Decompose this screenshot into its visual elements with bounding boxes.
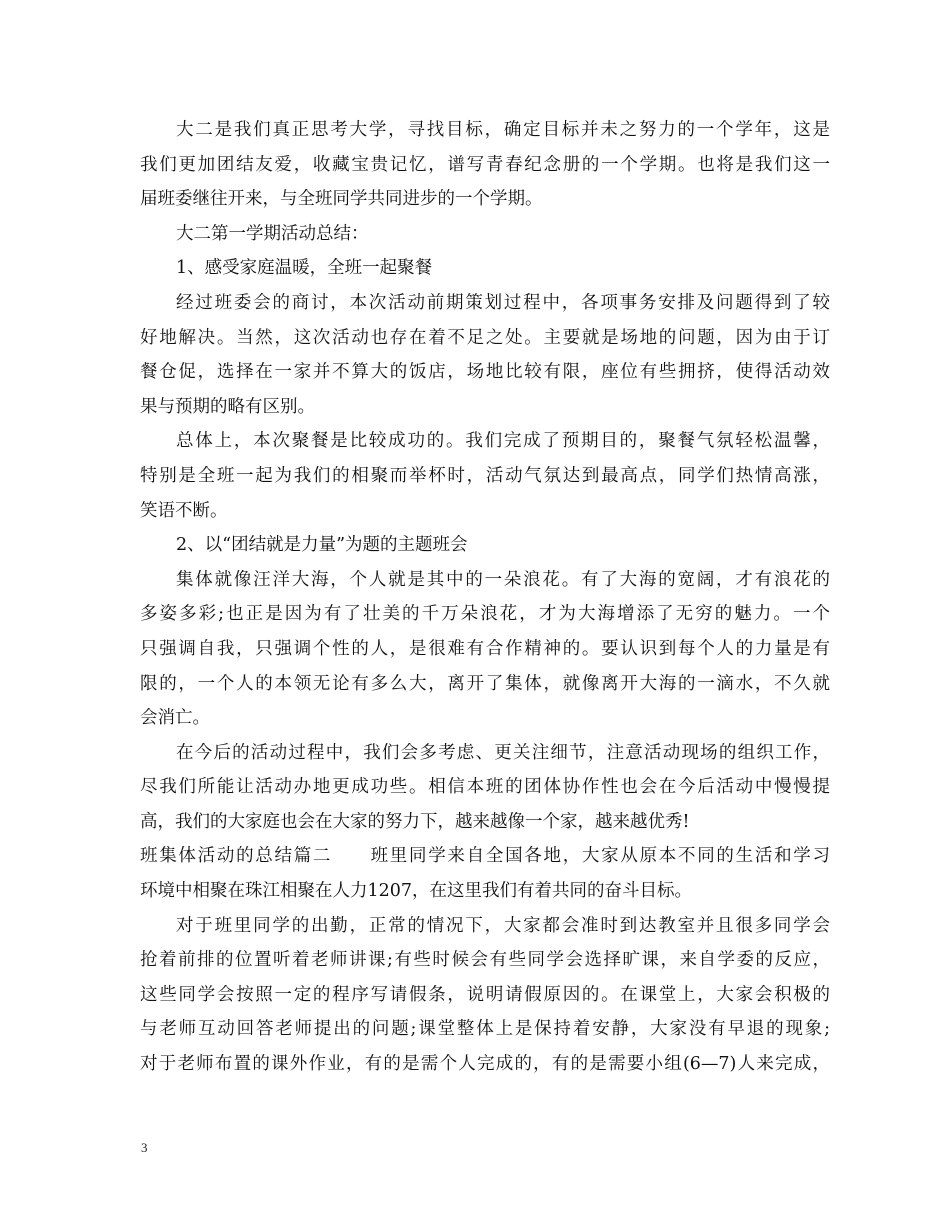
- text-line: 餐仓促，选择在一家并不算大的饭店，场地比较有限，座位有些拥挤，使得活动效: [140, 362, 830, 383]
- text-line: 2、以“团结就是力量”为题的主题班会: [176, 535, 468, 556]
- text-line: 限的，一个人的本领无论有多么大，离开了集体，就像离开大海的一滴水，不久就: [140, 673, 830, 694]
- page-number: 3: [141, 1140, 148, 1155]
- text-line: 对于老师布置的课外作业，有的是需个人完成的，有的是需要小组(6—7)人来完成，: [140, 1054, 830, 1075]
- text-line: 总体上，本次聚餐是比较成功的。我们完成了预期目的，聚餐气氛轻松温馨，: [176, 431, 830, 452]
- text-line: 特别是全班一起为我们的相聚而举杯时，活动气氛达到最高点，同学们热情高涨，: [140, 465, 830, 486]
- text-line: 届班委继往开来，与全班同学共同进步的一个学期。: [140, 189, 543, 210]
- text-line: 抢着前排的位置听着老师讲课;有些时候会有些同学会选择旷课，来自学委的反应，: [140, 950, 830, 971]
- text-line: 与老师互动回答老师提出的问题;课堂整体上是保持着安静，大家没有早退的现象;: [140, 1019, 830, 1040]
- text-line: 对于班里同学的出勤，正常的情况下，大家都会准时到达教室并且很多同学会: [176, 915, 830, 936]
- text-line: 多姿多彩;也正是因为有了壮美的千万朵浪花，才为大海增添了无穷的魅力。一个: [140, 604, 830, 625]
- text-line: 我们更加团结友爱，收藏宝贵记忆，谱写青春纪念册的一个学期。也将是我们这一: [140, 154, 830, 175]
- text-line: 高，我们的大家庭也会在大家的努力下，越来越像一个家，越来越优秀!: [140, 811, 690, 832]
- document-body: [140, 113, 830, 1082]
- text-line: 大二是我们真正思考大学，寻找目标，确定目标并未之努力的一个学年，这是: [176, 120, 830, 140]
- text-line: 会消亡。: [140, 708, 210, 729]
- text-line: 只强调自我，只强调个性的人，是很难有合作精神的。要认识到每个人的力量是有: [140, 638, 830, 659]
- text-line: 好地解决。当然，这次活动也存在着不足之处。主要就是场地的问题，因为由于订: [140, 327, 830, 348]
- text-line: 这些同学会按照一定的程序写请假条，说明请假原因的。在课堂上，大家会积极的: [140, 984, 830, 1005]
- text-line: 集体就像汪洋大海，个人就是其中的一朵浪花。有了大海的宽阔，才有浪花的: [176, 569, 830, 590]
- text-line: 笑语不断。: [140, 500, 228, 521]
- text-line: 环境中相聚在珠江相聚在人力1207，在这里我们有着共同的奋斗目标。: [140, 881, 693, 902]
- text-line: 班集体活动的总结篇二 班里同学来自全国各地，大家从原本不同的生活和学习: [140, 846, 830, 867]
- text-line: 果与预期的略有区别。: [140, 396, 315, 417]
- text-line: 尽我们所能让活动办地更成功些。相信本班的团体协作性也会在今后活动中慢慢提: [140, 777, 830, 798]
- text-line: 在今后的活动过程中，我们会多考虑、更关注细节，注意活动现场的组织工作，: [176, 742, 830, 763]
- text-line: 1、感受家庭温暖，全班一起聚餐: [176, 258, 433, 279]
- text-line: 大二第一学期活动总结：: [176, 223, 369, 244]
- text-line: 经过班委会的商讨，本次活动前期策划过程中，各项事务安排及问题得到了较: [176, 292, 830, 313]
